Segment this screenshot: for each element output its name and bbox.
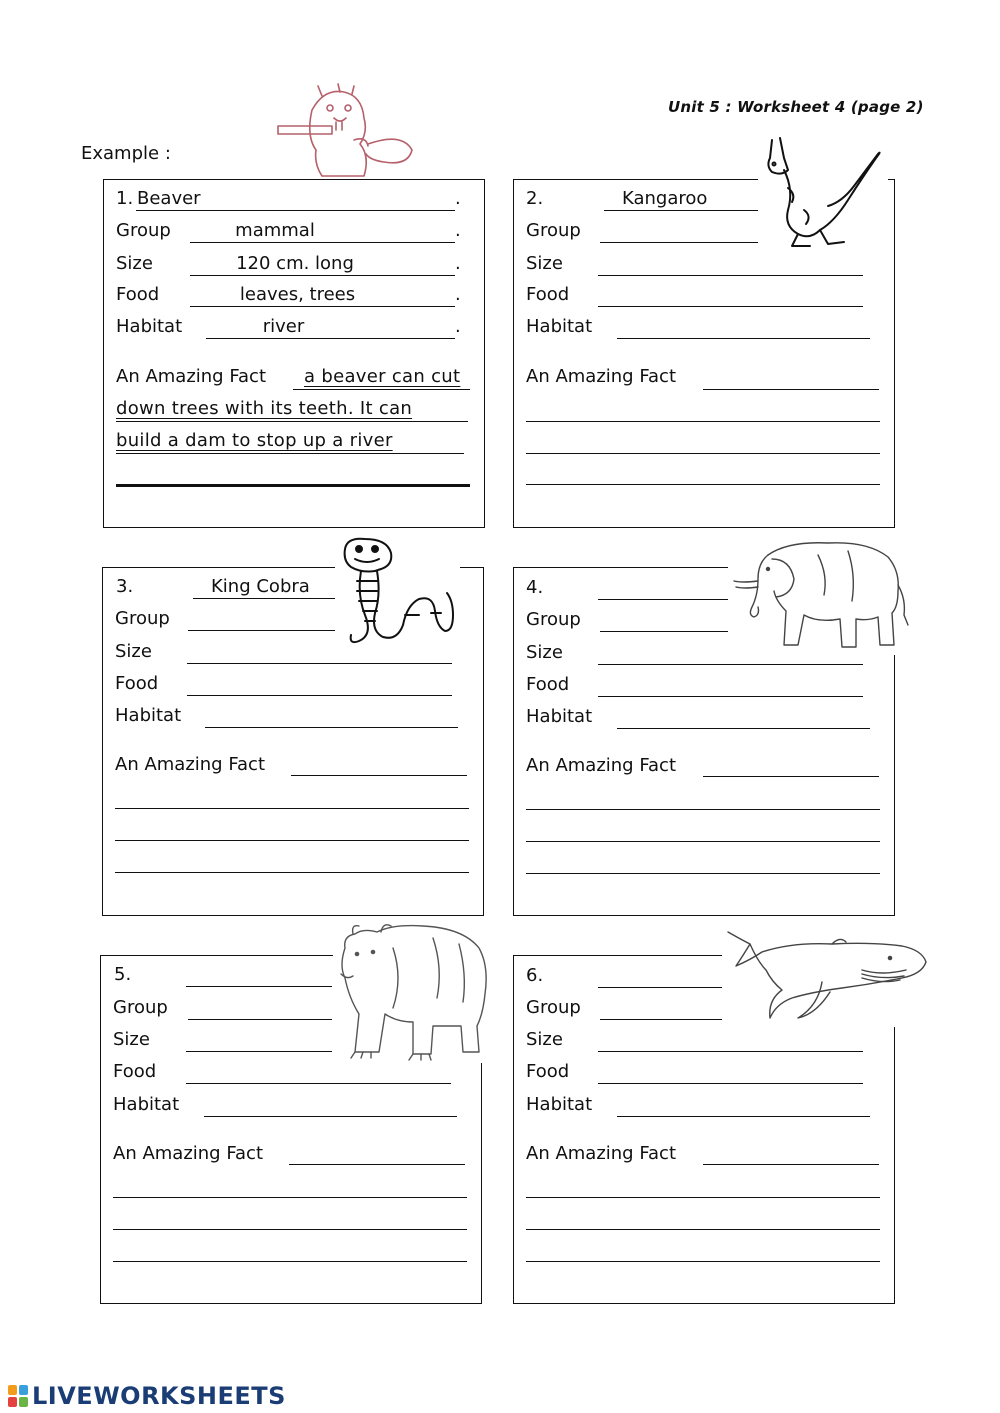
size-label: Size — [526, 642, 563, 663]
fact-answer-blank-4[interactable] — [526, 484, 880, 485]
fact-answer-blank-1[interactable] — [289, 1164, 465, 1165]
fact-answer-blank-3[interactable] — [526, 841, 880, 842]
liveworksheets-logo-icon — [8, 1385, 28, 1407]
bear-drawing — [333, 918, 493, 1063]
food-label: Food — [116, 284, 160, 305]
fact-answer-line-3: build a dam to stop up a river — [116, 430, 393, 451]
example-label: Example : — [81, 143, 171, 164]
habitat-answer-blank[interactable] — [617, 338, 870, 339]
card-number: 5. — [114, 964, 132, 985]
group-answer-blank[interactable] — [188, 1019, 332, 1020]
habitat-underline — [206, 338, 455, 339]
fact-answer-blank-1[interactable] — [703, 776, 879, 777]
group-answer-blank[interactable] — [188, 630, 340, 631]
fact-answer-blank-3[interactable] — [113, 1229, 467, 1230]
food-answer-blank[interactable] — [598, 1083, 863, 1084]
card-number: 2. — [526, 188, 544, 209]
animal-name-answer: Kangaroo — [622, 188, 708, 209]
food-answer-blank[interactable] — [598, 306, 863, 307]
food-label: Food — [115, 673, 159, 694]
food-answer-blank[interactable] — [187, 695, 452, 696]
food-label: Food — [526, 1061, 570, 1082]
liveworksheets-logo — [8, 1382, 286, 1410]
fact-answer-blank-3[interactable] — [115, 840, 469, 841]
group-label: Group — [115, 608, 170, 629]
size-answer-blank[interactable] — [186, 1051, 332, 1052]
cobra-drawing — [335, 535, 460, 655]
group-label: Group — [526, 997, 581, 1018]
group-label: Group — [526, 609, 581, 630]
food-underline — [190, 306, 455, 307]
fact-label: An Amazing Fact — [526, 1143, 677, 1164]
period: . — [455, 188, 461, 209]
fact-answer-blank-3[interactable] — [526, 453, 880, 454]
group-answer-blank[interactable] — [600, 242, 760, 243]
fact-label: An Amazing Fact — [526, 755, 677, 776]
group-label: Group — [116, 220, 171, 241]
fact-label: An Amazing Fact — [526, 366, 677, 387]
habitat-answer-blank[interactable] — [204, 1116, 457, 1117]
habitat-label: Habitat — [526, 316, 593, 337]
fact-answer-line-1: a beaver can cut — [304, 366, 461, 387]
fact-answer-blank-1[interactable] — [291, 775, 467, 776]
kangaroo-drawing — [758, 130, 888, 255]
fact-answer-blank-1[interactable] — [703, 1164, 879, 1165]
whale-drawing — [722, 922, 932, 1027]
size-answer-blank[interactable] — [598, 664, 863, 665]
card-number: 3. — [116, 576, 134, 597]
size-label: Size — [116, 253, 153, 274]
fact-underline-3 — [116, 453, 464, 454]
habitat-answer-blank[interactable] — [205, 727, 458, 728]
habitat-label: Habitat — [115, 705, 182, 726]
fact-answer-blank-2[interactable] — [115, 808, 469, 809]
size-label: Size — [115, 641, 152, 662]
fact-underline-4 — [116, 484, 470, 487]
fact-underline-1 — [293, 389, 470, 390]
size-label: Size — [526, 1029, 563, 1050]
fact-underline-2 — [116, 421, 468, 422]
food-label: Food — [526, 284, 570, 305]
fact-label: An Amazing Fact — [115, 754, 266, 775]
group-answer: mammal — [235, 220, 315, 241]
fact-answer-blank-4[interactable] — [113, 1261, 467, 1262]
food-label: Food — [113, 1061, 157, 1082]
animal-name-answer: Beaver — [137, 188, 201, 209]
fact-answer-blank-2[interactable] — [526, 421, 880, 422]
fact-answer-blank-4[interactable] — [526, 873, 880, 874]
group-underline — [190, 242, 455, 243]
size-answer-blank[interactable] — [598, 275, 863, 276]
worksheet-title: Unit 5 : Worksheet 4 (page 2) — [668, 98, 924, 116]
fact-answer-blank-4[interactable] — [526, 1261, 880, 1262]
name-underline — [136, 210, 455, 211]
brand-name: LIVEWORKSHEETS — [32, 1382, 286, 1410]
fact-answer-blank-2[interactable] — [526, 1197, 880, 1198]
name-answer-blank[interactable] — [598, 987, 728, 988]
group-label: Group — [113, 997, 168, 1018]
fact-answer-blank-2[interactable] — [526, 809, 880, 810]
elephant-drawing — [728, 535, 913, 655]
size-answer-blank[interactable] — [187, 663, 452, 664]
period: . — [455, 284, 461, 305]
size-label: Size — [113, 1029, 150, 1050]
fact-answer-blank-3[interactable] — [526, 1229, 880, 1230]
size-answer: 120 cm. long — [236, 253, 354, 274]
card-number: 6. — [526, 965, 544, 986]
habitat-label: Habitat — [526, 706, 593, 727]
food-answer: leaves, trees — [239, 284, 356, 305]
card-number: 1. — [116, 188, 134, 209]
period: . — [455, 253, 461, 274]
habitat-answer-blank[interactable] — [617, 1116, 870, 1117]
habitat-answer-blank[interactable] — [617, 728, 870, 729]
fact-answer-line-2: down trees with its teeth. It can — [116, 398, 413, 419]
fact-answer-blank-1[interactable] — [703, 389, 879, 390]
animal-name-answer: King Cobra — [211, 576, 310, 597]
fact-answer-blank-4[interactable] — [115, 872, 469, 873]
habitat-label: Habitat — [116, 316, 183, 337]
habitat-label: Habitat — [526, 1094, 593, 1115]
name-answer-blank[interactable] — [598, 599, 728, 600]
size-underline — [190, 275, 455, 276]
name-underline — [193, 598, 339, 599]
card-number: 4. — [526, 577, 544, 598]
period: . — [455, 316, 461, 337]
food-label: Food — [526, 674, 570, 695]
fact-answer-blank-2[interactable] — [113, 1197, 467, 1198]
fact-label: An Amazing Fact — [116, 366, 267, 387]
group-answer-blank[interactable] — [600, 631, 728, 632]
name-underline — [604, 210, 760, 211]
food-answer-blank[interactable] — [186, 1083, 451, 1084]
size-label: Size — [526, 253, 563, 274]
group-label: Group — [526, 220, 581, 241]
beaver-drawing — [272, 80, 422, 180]
period: . — [455, 220, 461, 241]
food-answer-blank[interactable] — [598, 696, 863, 697]
name-answer-blank[interactable] — [186, 986, 332, 987]
group-answer-blank[interactable] — [600, 1019, 728, 1020]
habitat-label: Habitat — [113, 1094, 180, 1115]
fact-label: An Amazing Fact — [113, 1143, 264, 1164]
habitat-answer: river — [262, 316, 305, 337]
size-answer-blank[interactable] — [598, 1051, 863, 1052]
